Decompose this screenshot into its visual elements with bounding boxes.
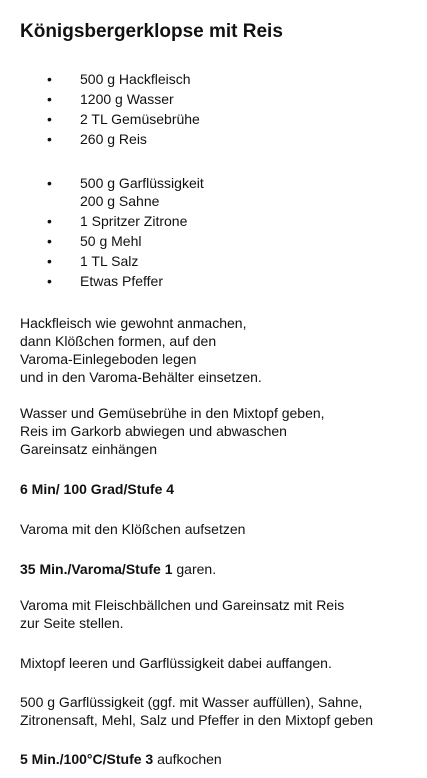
ingredient-text: 1 TL Salz [80,253,139,269]
step-5-paragraph [20,560,216,578]
ingredient-item [0,272,204,290]
ingredient-text: 500 g Hackfleisch [80,71,191,87]
ingredient-item [0,70,200,88]
ingredient-item [0,90,200,108]
ingredient-text: Etwas Pfeffer [80,273,164,289]
step-3-setting: 6 Min/ 100 Grad/Stufe 4 [20,481,175,497]
ingredient-text: 260 g Reis [80,131,147,147]
step-line: Varoma-Einlegeboden legen [20,351,197,367]
step-line: zur Seite stellen. [20,615,124,631]
step-4-paragraph: Varoma mit den Klößchen aufsetzen [20,521,246,537]
bullet-icon: • [47,91,52,107]
ingredient-item [0,212,204,230]
step-line: dann Klößchen formen, auf den [20,333,217,349]
bullet-icon: • [47,111,52,127]
bullet-icon: • [47,253,52,269]
ingredient-text: 1200 g Wasser [80,91,174,107]
ingredient-text: 50 g Mehl [80,233,142,249]
bullet-icon: • [47,71,52,87]
ingredient-text: 500 g Garflüssigkeit [80,175,204,191]
step-9-setting: 5 Min./100°C/Stufe 3 [20,751,154,767]
bullet-icon: • [47,273,52,289]
step-9-paragraph [20,750,222,768]
step-5-setting: 35 Min./Varoma/Stufe 1 [20,561,173,577]
step-line: 500 g Garflüssigkeit (ggf. mit Wasser auffüllen), Sahne, [20,694,363,710]
step-line: Wasser und Gemüsebrühe in den Mixtopf geben, [20,405,325,421]
step-line: Varoma mit Fleischbällchen und Gareinsatz mit Reis [20,597,345,613]
bullet-icon: • [47,233,52,249]
ingredient-item [0,252,204,270]
ingredient-text: 2 TL Gemüsebrühe [80,111,200,127]
recipe-title: Königsbergerklopse mit Reis [20,21,283,42]
bullet-icon: • [47,175,52,191]
step-5-text: garen. [172,561,217,577]
step-line: Hackfleisch wie gewohnt anmachen, [20,315,247,331]
ingredient-list-main [0,70,200,150]
ingredient-list-sauce [0,174,204,292]
step-line: Zitronensaft, Mehl, Salz und Pfeffer in den Mixtopf geben [20,712,374,728]
step-8-paragraph [20,693,373,729]
ingredient-item [0,110,200,128]
step-7-paragraph: Mixtopf leeren und Garflüssigkeit dabei auffangen. [20,655,332,671]
step-6-paragraph [20,596,344,632]
step-9-text: aufkochen [153,751,222,767]
ingredient-item [0,130,200,148]
bullet-icon: • [47,131,52,147]
ingredient-item [0,174,204,210]
ingredient-text: 1 Spritzer Zitrone [80,213,188,229]
bullet-icon: • [47,213,52,229]
step-line: und in den Varoma-Behälter einsetzen. [20,369,262,385]
step-line: Reis im Garkorb abwiegen und abwaschen [20,423,287,439]
step-2-paragraph [20,404,325,458]
step-line: Gareinsatz einhängen [20,441,157,457]
step-1-paragraph [20,314,262,386]
ingredient-text: 200 g Sahne [80,193,160,209]
ingredient-item [0,232,204,250]
